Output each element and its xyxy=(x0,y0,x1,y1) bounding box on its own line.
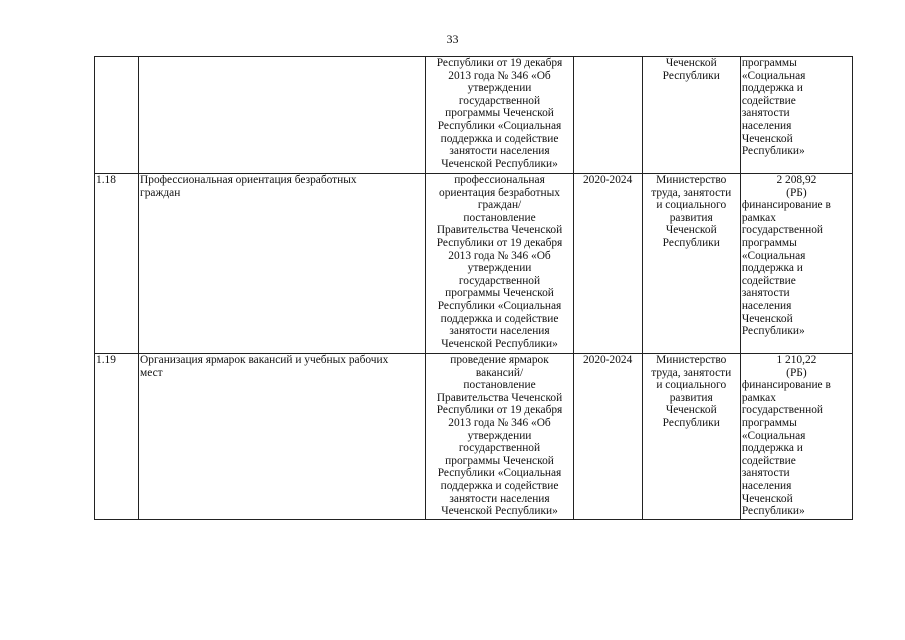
legal-basis-line: 2013 года № 346 «Об xyxy=(448,69,551,82)
financing-text-line: программы xyxy=(741,416,797,429)
period-value: 2020-2024 xyxy=(582,354,633,366)
legal-basis-line: занятости населения xyxy=(449,325,550,338)
legal-basis-line: программы Чеченской xyxy=(445,107,554,120)
table-body xyxy=(95,57,853,520)
financing-text-line: финансирование в xyxy=(741,199,831,212)
financing-amount: (РБ) xyxy=(786,186,807,199)
legal-basis-line: Республики от 19 декабря xyxy=(436,236,563,249)
executor-line: Чеченской xyxy=(665,224,717,237)
measures-table xyxy=(94,56,853,520)
executor-cell xyxy=(642,174,740,354)
financing-text-line: «Социальная xyxy=(741,249,806,262)
legal-basis-line: поддержка и содействие xyxy=(440,479,559,492)
executor-line: Чеченской xyxy=(665,57,717,69)
executor-cell xyxy=(642,57,740,174)
financing-text-line: занятости xyxy=(741,107,790,120)
legal-basis-line: Чеченской Республики» xyxy=(441,337,558,350)
legal-basis-line: 2013 года № 346 «Об xyxy=(448,416,551,429)
legal-basis-line: государственной xyxy=(458,274,541,287)
financing-text-line: занятости xyxy=(741,287,790,300)
item-number-cell xyxy=(95,354,139,520)
executor-line: Чеченской xyxy=(665,404,717,417)
legal-basis-line: Чеченской Республики» xyxy=(441,505,558,518)
executor-line: развития xyxy=(669,211,713,224)
legal-basis-cell xyxy=(426,174,573,354)
legal-basis-line: вакансий/ xyxy=(475,366,524,379)
measure-name-line: мест xyxy=(140,366,163,379)
measure-name-line: Организация ярмарок вакансий и учебных рабочих xyxy=(140,354,389,366)
financing-text-line: населения xyxy=(741,119,792,132)
legal-basis-line: Республики «Социальная xyxy=(437,119,562,132)
legal-basis-line: ориентация безработных xyxy=(439,186,560,199)
legal-basis-line: утверждении xyxy=(467,82,532,95)
financing-amount: 2 208,92 xyxy=(776,174,817,186)
financing-text-line: Республики» xyxy=(741,505,805,518)
financing-text-line: программы xyxy=(741,57,797,69)
financing-text-line: занятости xyxy=(741,467,790,480)
legal-basis-line: постановление xyxy=(463,379,536,392)
executor-line: Министерство xyxy=(656,354,727,366)
period-cell xyxy=(573,354,642,520)
legal-basis-line: государственной xyxy=(458,94,541,107)
financing-text-line: поддержка и xyxy=(741,262,803,275)
item-number: 1.19 xyxy=(96,354,116,366)
financing-text-line: содействие xyxy=(741,94,796,107)
table-row xyxy=(95,57,853,174)
legal-basis-line: Чеченской Республики» xyxy=(441,157,558,170)
legal-basis-line: утверждении xyxy=(467,429,532,442)
executor-line: и социального xyxy=(656,379,727,392)
executor-line: Министерство xyxy=(656,174,727,186)
legal-basis-cell xyxy=(426,57,573,174)
period-cell xyxy=(573,57,642,174)
table-row xyxy=(95,174,853,354)
financing-text-line: «Социальная xyxy=(741,429,806,442)
executor-line: труда, занятости xyxy=(651,366,732,379)
financing-text-line: содействие xyxy=(741,454,796,467)
financing-text-line: Республики» xyxy=(741,325,805,338)
legal-basis-line: Республики от 19 декабря xyxy=(436,404,563,417)
legal-basis-line: Правительства Чеченской xyxy=(436,224,563,237)
financing-text-line: рамках xyxy=(741,391,776,404)
measure-name-cell xyxy=(139,57,426,174)
legal-basis-line: поддержка и содействие xyxy=(440,312,559,325)
executor-line: и социального xyxy=(656,199,727,212)
period-cell xyxy=(573,174,642,354)
financing-text-line: населения xyxy=(741,299,792,312)
table-row xyxy=(95,354,853,520)
financing-cell xyxy=(740,354,852,520)
legal-basis-cell xyxy=(426,354,573,520)
legal-basis-line: постановление xyxy=(463,211,536,224)
financing-text-line: программы xyxy=(741,236,797,249)
legal-basis-line: занятости населения xyxy=(449,145,550,158)
legal-basis-line: утверждении xyxy=(467,262,532,275)
item-number-cell xyxy=(95,174,139,354)
legal-basis-line: Республики «Социальная xyxy=(437,299,562,312)
item-number: 1.18 xyxy=(96,174,116,186)
executor-line: труда, занятости xyxy=(651,186,732,199)
executor-line: развития xyxy=(669,391,713,404)
financing-text-line: Республики» xyxy=(741,145,805,158)
legal-basis-line: граждан/ xyxy=(477,199,522,212)
financing-cell xyxy=(740,57,852,174)
measure-name-line: граждан xyxy=(140,186,181,199)
financing-text-line: Чеченской xyxy=(741,312,793,325)
measure-name-line: Профессиональная ориентация безработных xyxy=(140,174,357,186)
financing-text-line: финансирование в xyxy=(741,379,831,392)
financing-text-line: содействие xyxy=(741,274,796,287)
executor-cell xyxy=(642,354,740,520)
financing-cell xyxy=(740,174,852,354)
legal-basis-line: проведение ярмарок xyxy=(450,354,549,366)
item-number-cell xyxy=(95,57,139,174)
financing-text-line: государственной xyxy=(741,404,823,417)
legal-basis-line: Республики от 19 декабря xyxy=(436,57,563,69)
financing-text-line: поддержка и xyxy=(741,82,803,95)
period-value: 2020-2024 xyxy=(582,174,633,186)
legal-basis-line: программы Чеченской xyxy=(445,454,554,467)
legal-basis-line: государственной xyxy=(458,442,541,455)
executor-line: Республики xyxy=(662,69,720,82)
financing-text-line: рамках xyxy=(741,211,776,224)
measure-name-cell xyxy=(139,354,426,520)
legal-basis-line: Правительства Чеченской xyxy=(436,391,563,404)
financing-text-line: «Социальная xyxy=(741,69,806,82)
financing-text-line: населения xyxy=(741,479,792,492)
financing-text-line: Чеченской xyxy=(741,492,793,505)
financing-amount: 1 210,22 xyxy=(776,354,817,366)
legal-basis-line: Республики «Социальная xyxy=(437,467,562,480)
financing-text-line: поддержка и xyxy=(741,442,803,455)
measure-name-cell xyxy=(139,174,426,354)
legal-basis-line: программы Чеченской xyxy=(445,287,554,300)
legal-basis-line: занятости населения xyxy=(449,492,550,505)
financing-text-line: Чеченской xyxy=(741,132,793,145)
executor-line: Республики xyxy=(662,416,720,429)
legal-basis-line: 2013 года № 346 «Об xyxy=(448,249,551,262)
executor-line: Республики xyxy=(662,236,720,249)
financing-text-line: государственной xyxy=(741,224,823,237)
legal-basis-line: профессиональная xyxy=(454,174,545,186)
financing-amount: (РБ) xyxy=(786,366,807,379)
legal-basis-line: поддержка и содействие xyxy=(440,132,559,145)
page-number: 33 xyxy=(446,32,459,46)
